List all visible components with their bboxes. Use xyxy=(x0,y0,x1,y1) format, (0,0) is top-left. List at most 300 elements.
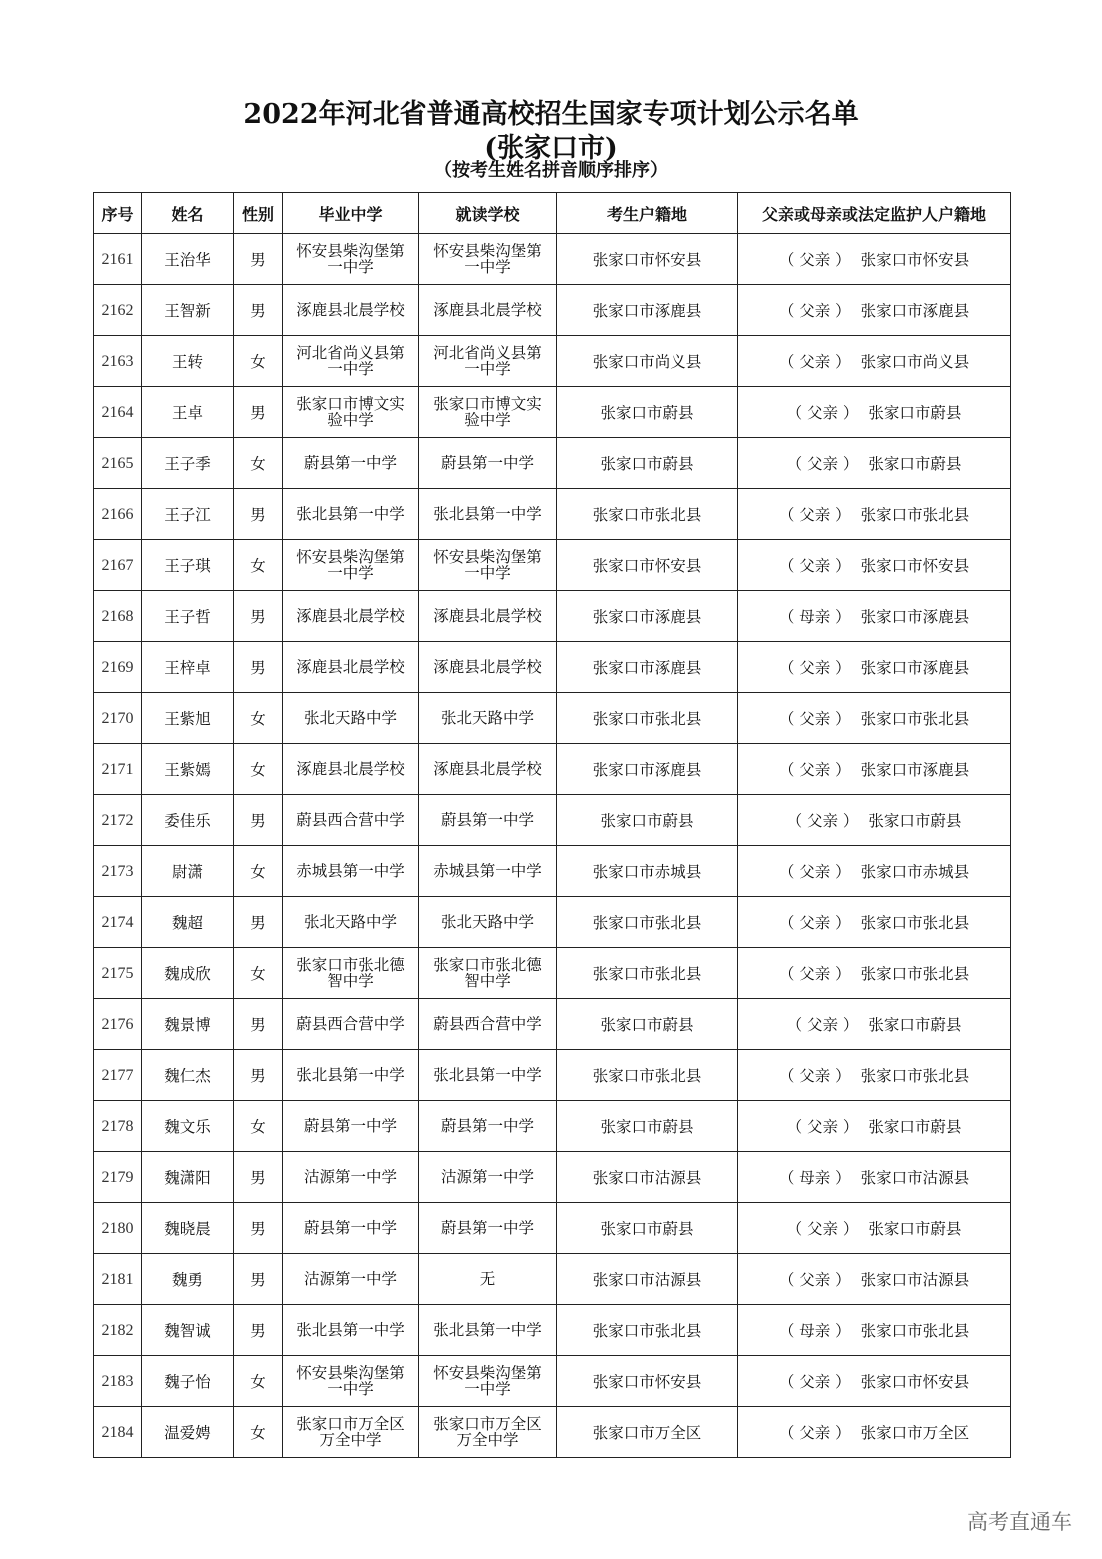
row-index: 2164 xyxy=(101,403,134,421)
row-index: 2165 xyxy=(101,454,134,472)
gender: 男 xyxy=(250,1322,266,1340)
graduated-school: 张北县第一中学 xyxy=(296,1066,405,1084)
guardian-relation: （ 父亲 ） xyxy=(778,659,851,677)
header-gender: 性别 xyxy=(234,193,283,234)
row-index: 2181 xyxy=(101,1270,134,1288)
guardian-hukou: 张家口市蔚县 xyxy=(868,404,962,422)
graduated-school: 蔚县第一中学 xyxy=(303,454,397,472)
student-name: 王子哲 xyxy=(164,608,211,626)
student-hukou: 张家口市张北县 xyxy=(592,710,702,728)
current-school-cell xyxy=(419,642,557,693)
student-hukou-cell xyxy=(557,1101,738,1152)
student-name: 魏子怡 xyxy=(164,1373,211,1391)
row-index-cell xyxy=(94,1407,142,1458)
gender-cell xyxy=(234,1407,283,1458)
header-index: 序号 xyxy=(94,193,142,234)
guardian-hukou: 张家口市涿鹿县 xyxy=(860,761,970,779)
guardian-hukou: 张家口市赤城县 xyxy=(860,863,970,881)
student-hukou: 张家口市蔚县 xyxy=(600,404,694,422)
table-row xyxy=(94,642,1011,693)
student-name-cell xyxy=(142,1407,234,1458)
row-index-cell xyxy=(94,948,142,999)
row-index-cell xyxy=(94,1050,142,1101)
gender: 女 xyxy=(250,761,266,779)
student-hukou: 张家口市怀安县 xyxy=(592,1373,702,1391)
guardian-hukou: 张家口市张北县 xyxy=(860,965,970,983)
student-name-cell xyxy=(142,1203,234,1254)
guardian-hukou-cell xyxy=(738,591,1011,642)
current-school-cell xyxy=(419,1050,557,1101)
guardian-hukou: 张家口市怀安县 xyxy=(860,1373,970,1391)
table-row xyxy=(94,387,1011,438)
guardian-hukou-cell xyxy=(738,642,1011,693)
guardian-hukou-cell xyxy=(738,999,1011,1050)
student-hukou: 张家口市沽源县 xyxy=(592,1169,702,1187)
student-name: 尉潇 xyxy=(171,863,203,881)
guardian-hukou: 张家口市沽源县 xyxy=(860,1169,970,1187)
guardian-hukou-cell xyxy=(738,1101,1011,1152)
student-name: 魏超 xyxy=(171,914,203,932)
row-index-cell xyxy=(94,438,142,489)
graduated-school: 蔚县第一中学 xyxy=(303,1219,397,1237)
current-school: 蔚县第一中学 xyxy=(440,1117,534,1135)
current-school-cell xyxy=(419,1152,557,1203)
graduated-school: 蔚县西合营中学 xyxy=(296,1015,405,1033)
student-name: 王子琪 xyxy=(164,557,211,575)
current-school: 蔚县第一中学 xyxy=(440,454,534,472)
row-index-cell xyxy=(94,795,142,846)
graduated-school: 涿鹿县北晨学校 xyxy=(296,760,405,778)
guardian-hukou-cell xyxy=(738,489,1011,540)
guardian-hukou-cell xyxy=(738,693,1011,744)
graduated-school-cell xyxy=(283,1305,419,1356)
guardian-hukou: 张家口市张北县 xyxy=(860,914,970,932)
current-school: 涿鹿县北晨学校 xyxy=(433,658,542,676)
graduated-school: 沽源第一中学 xyxy=(303,1168,397,1186)
row-index-cell xyxy=(94,234,142,285)
table-row xyxy=(94,285,1011,336)
header-graduated-school: 毕业中学 xyxy=(283,193,419,234)
guardian-hukou: 张家口市张北县 xyxy=(860,710,970,728)
current-school-cell xyxy=(419,489,557,540)
guardian-relation: （ 父亲 ） xyxy=(778,251,851,269)
graduated-school-cell xyxy=(283,744,419,795)
row-index-cell xyxy=(94,642,142,693)
current-school: 怀安县柴沟堡第一中学 xyxy=(433,547,542,582)
gender-cell xyxy=(234,438,283,489)
student-hukou: 张家口市蔚县 xyxy=(600,455,694,473)
guardian-hukou-cell xyxy=(738,948,1011,999)
gender-cell xyxy=(234,948,283,999)
table-row xyxy=(94,1356,1011,1407)
gender-cell xyxy=(234,999,283,1050)
student-name: 魏潇阳 xyxy=(164,1169,211,1187)
current-school: 涿鹿县北晨学校 xyxy=(433,607,542,625)
graduated-school-cell xyxy=(283,1101,419,1152)
student-hukou-cell xyxy=(557,336,738,387)
gender-cell xyxy=(234,591,283,642)
guardian-hukou-cell xyxy=(738,1152,1011,1203)
graduated-school-cell xyxy=(283,846,419,897)
student-hukou: 张家口市涿鹿县 xyxy=(592,659,702,677)
current-school: 张北天路中学 xyxy=(440,709,534,727)
student-hukou: 张家口市怀安县 xyxy=(592,251,702,269)
graduated-school-cell xyxy=(283,1254,419,1305)
guardian-hukou-cell xyxy=(738,1356,1011,1407)
guardian-hukou-cell xyxy=(738,1407,1011,1458)
guardian-relation: （ 父亲 ） xyxy=(778,965,851,983)
current-school-cell xyxy=(419,1203,557,1254)
current-school-cell xyxy=(419,693,557,744)
guardian-relation: （ 父亲 ） xyxy=(786,1016,859,1034)
table-row xyxy=(94,591,1011,642)
current-school: 无 xyxy=(479,1270,496,1288)
gender-cell xyxy=(234,693,283,744)
table-row xyxy=(94,744,1011,795)
table-row xyxy=(94,999,1011,1050)
current-school-cell xyxy=(419,1356,557,1407)
row-index: 2180 xyxy=(101,1219,134,1237)
guardian-hukou-cell xyxy=(738,1305,1011,1356)
current-school-cell xyxy=(419,1101,557,1152)
current-school: 涿鹿县北晨学校 xyxy=(433,760,542,778)
current-school: 蔚县西合营中学 xyxy=(433,1015,542,1033)
graduated-school-cell xyxy=(283,999,419,1050)
gender-cell xyxy=(234,1254,283,1305)
gender-cell xyxy=(234,1101,283,1152)
gender-cell xyxy=(234,1203,283,1254)
guardian-hukou-cell xyxy=(738,1254,1011,1305)
table-header-row xyxy=(94,193,1011,234)
student-name-cell xyxy=(142,285,234,336)
gender-cell xyxy=(234,285,283,336)
graduated-school-cell xyxy=(283,336,419,387)
guardian-hukou: 张家口市蔚县 xyxy=(868,812,962,830)
student-hukou: 张家口市张北县 xyxy=(592,1322,702,1340)
graduated-school-cell xyxy=(283,387,419,438)
graduated-school-cell xyxy=(283,795,419,846)
row-index: 2179 xyxy=(101,1168,134,1186)
graduated-school: 张家口市万全区万全中学 xyxy=(296,1414,405,1449)
student-hukou-cell xyxy=(557,693,738,744)
row-index: 2175 xyxy=(101,964,134,982)
student-name: 魏仁杰 xyxy=(164,1067,211,1085)
graduated-school: 张北县第一中学 xyxy=(296,505,405,523)
gender: 男 xyxy=(250,914,266,932)
row-index-cell xyxy=(94,999,142,1050)
student-name-cell xyxy=(142,591,234,642)
graduated-school: 赤城县第一中学 xyxy=(296,862,405,880)
current-school: 蔚县第一中学 xyxy=(440,811,534,829)
student-hukou-cell xyxy=(557,897,738,948)
student-hukou-cell xyxy=(557,438,738,489)
row-index-cell xyxy=(94,540,142,591)
row-index: 2172 xyxy=(101,811,134,829)
row-index: 2176 xyxy=(101,1015,134,1033)
gender: 女 xyxy=(250,710,266,728)
current-school-cell xyxy=(419,1305,557,1356)
guardian-relation: （ 父亲 ） xyxy=(786,455,859,473)
admission-list-table xyxy=(93,192,1011,1458)
current-school-cell xyxy=(419,438,557,489)
document-title: 2022年河北省普通高校招生国家专项计划公示名单 xyxy=(243,99,859,130)
graduated-school-cell xyxy=(283,1152,419,1203)
student-name-cell xyxy=(142,642,234,693)
guardian-relation: （ 父亲 ） xyxy=(786,812,859,830)
row-index: 2166 xyxy=(101,505,134,523)
guardian-hukou-cell xyxy=(738,744,1011,795)
student-hukou: 张家口市蔚县 xyxy=(600,812,694,830)
guardian-hukou: 张家口市怀安县 xyxy=(860,557,970,575)
graduated-school: 张北县第一中学 xyxy=(296,1321,405,1339)
graduated-school: 张北天路中学 xyxy=(303,913,397,931)
guardian-hukou: 张家口市蔚县 xyxy=(868,1118,962,1136)
table-row xyxy=(94,1101,1011,1152)
student-hukou-cell xyxy=(557,642,738,693)
graduated-school: 蔚县西合营中学 xyxy=(296,811,405,829)
student-hukou: 张家口市尚义县 xyxy=(592,353,702,371)
gender: 男 xyxy=(250,659,266,677)
graduated-school-cell xyxy=(283,489,419,540)
current-school-cell xyxy=(419,897,557,948)
guardian-hukou: 张家口市涿鹿县 xyxy=(860,608,970,626)
student-name-cell xyxy=(142,999,234,1050)
student-name-cell xyxy=(142,948,234,999)
graduated-school-cell xyxy=(283,1050,419,1101)
student-name: 王子江 xyxy=(164,506,211,524)
graduated-school-cell xyxy=(283,693,419,744)
graduated-school: 怀安县柴沟堡第一中学 xyxy=(296,1363,405,1398)
row-index-cell xyxy=(94,1101,142,1152)
student-hukou: 张家口市蔚县 xyxy=(600,1220,694,1238)
row-index-cell xyxy=(94,897,142,948)
student-hukou: 张家口市张北县 xyxy=(592,965,702,983)
table-row xyxy=(94,438,1011,489)
student-hukou-cell xyxy=(557,1203,738,1254)
student-name-cell xyxy=(142,744,234,795)
table-row xyxy=(94,540,1011,591)
student-hukou: 张家口市赤城县 xyxy=(592,863,702,881)
graduated-school-cell xyxy=(283,948,419,999)
student-name-cell xyxy=(142,693,234,744)
row-index-cell xyxy=(94,846,142,897)
student-name-cell xyxy=(142,846,234,897)
student-hukou-cell xyxy=(557,1305,738,1356)
gender-cell xyxy=(234,1152,283,1203)
guardian-relation: （ 母亲 ） xyxy=(778,1322,851,1340)
gender: 男 xyxy=(250,1067,266,1085)
gender-cell xyxy=(234,489,283,540)
gender: 女 xyxy=(250,1373,266,1391)
current-school-cell xyxy=(419,999,557,1050)
student-hukou-cell xyxy=(557,1050,738,1101)
student-name: 魏智诚 xyxy=(164,1322,211,1340)
gender: 女 xyxy=(250,1424,266,1442)
student-name-cell xyxy=(142,438,234,489)
row-index-cell xyxy=(94,591,142,642)
student-name: 魏晓晨 xyxy=(164,1220,211,1238)
guardian-relation: （ 父亲 ） xyxy=(778,710,851,728)
table-row xyxy=(94,1305,1011,1356)
student-hukou-cell xyxy=(557,795,738,846)
guardian-hukou: 张家口市尚义县 xyxy=(860,353,970,371)
student-hukou-cell xyxy=(557,744,738,795)
student-hukou: 张家口市蔚县 xyxy=(600,1118,694,1136)
graduated-school: 怀安县柴沟堡第一中学 xyxy=(296,547,405,582)
student-name: 王子季 xyxy=(164,455,211,473)
gender-cell xyxy=(234,1305,283,1356)
current-school-cell xyxy=(419,540,557,591)
row-index: 2184 xyxy=(101,1423,134,1441)
graduated-school-cell xyxy=(283,897,419,948)
student-name-cell xyxy=(142,1050,234,1101)
gender-cell xyxy=(234,1050,283,1101)
table-row xyxy=(94,234,1011,285)
row-index: 2173 xyxy=(101,862,134,880)
student-name: 魏景博 xyxy=(164,1016,211,1034)
row-index: 2174 xyxy=(101,913,134,931)
gender: 男 xyxy=(250,1271,266,1289)
gender: 女 xyxy=(250,1118,266,1136)
student-name-cell xyxy=(142,540,234,591)
current-school-cell xyxy=(419,591,557,642)
row-index-cell xyxy=(94,285,142,336)
student-name-cell xyxy=(142,489,234,540)
guardian-relation: （ 父亲 ） xyxy=(778,914,851,932)
row-index-cell xyxy=(94,1356,142,1407)
guardian-relation: （ 父亲 ） xyxy=(778,863,851,881)
guardian-relation: （ 父亲 ） xyxy=(778,1424,851,1442)
graduated-school-cell xyxy=(283,1356,419,1407)
student-name-cell xyxy=(142,1305,234,1356)
current-school-cell xyxy=(419,1407,557,1458)
header-current-school: 就读学校 xyxy=(419,193,557,234)
gender-cell xyxy=(234,897,283,948)
guardian-hukou: 张家口市沽源县 xyxy=(860,1271,970,1289)
table-row xyxy=(94,693,1011,744)
gender: 男 xyxy=(250,1016,266,1034)
guardian-hukou: 张家口市涿鹿县 xyxy=(860,302,970,320)
row-index: 2168 xyxy=(101,607,134,625)
row-index-cell xyxy=(94,1305,142,1356)
student-name-cell xyxy=(142,387,234,438)
current-school: 河北省尚义县第一中学 xyxy=(433,343,542,378)
guardian-hukou: 张家口市张北县 xyxy=(860,1322,970,1340)
current-school-cell xyxy=(419,1254,557,1305)
student-hukou: 张家口市万全区 xyxy=(592,1424,702,1442)
table-row xyxy=(94,336,1011,387)
current-school: 赤城县第一中学 xyxy=(433,862,542,880)
row-index: 2178 xyxy=(101,1117,134,1135)
student-name: 魏成欣 xyxy=(164,965,211,983)
gender: 男 xyxy=(250,608,266,626)
row-index: 2182 xyxy=(101,1321,134,1339)
graduated-school-cell xyxy=(283,285,419,336)
current-school: 张家口市万全区万全中学 xyxy=(433,1414,542,1449)
student-hukou-cell xyxy=(557,1356,738,1407)
guardian-relation: （ 父亲 ） xyxy=(778,1373,851,1391)
student-name-cell xyxy=(142,795,234,846)
student-hukou: 张家口市怀安县 xyxy=(592,557,702,575)
guardian-hukou-cell xyxy=(738,234,1011,285)
row-index: 2183 xyxy=(101,1372,134,1390)
watermark: 高考直通车 xyxy=(967,1510,1072,1534)
student-hukou-cell xyxy=(557,591,738,642)
document-subtitle: (张家口市) xyxy=(484,133,618,164)
table-row xyxy=(94,1254,1011,1305)
guardian-hukou-cell xyxy=(738,438,1011,489)
student-name: 委佳乐 xyxy=(164,812,211,830)
current-school: 张北县第一中学 xyxy=(433,505,542,523)
row-index-cell xyxy=(94,693,142,744)
graduated-school-cell xyxy=(283,1203,419,1254)
guardian-hukou: 张家口市怀安县 xyxy=(860,251,970,269)
guardian-hukou-cell xyxy=(738,897,1011,948)
row-index-cell xyxy=(94,1254,142,1305)
current-school-cell xyxy=(419,948,557,999)
guardian-relation: （ 父亲 ） xyxy=(778,302,851,320)
student-hukou: 张家口市张北县 xyxy=(592,1067,702,1085)
gender: 女 xyxy=(250,557,266,575)
current-school: 张家口市博文实验中学 xyxy=(433,394,542,429)
gender-cell xyxy=(234,336,283,387)
guardian-relation: （ 父亲 ） xyxy=(786,1220,859,1238)
current-school-cell xyxy=(419,846,557,897)
guardian-relation: （ 母亲 ） xyxy=(778,608,851,626)
student-name: 王紫旭 xyxy=(164,710,211,728)
guardian-hukou-cell xyxy=(738,1050,1011,1101)
student-hukou: 张家口市张北县 xyxy=(592,914,702,932)
guardian-relation: （ 父亲 ） xyxy=(786,404,859,422)
row-index-cell xyxy=(94,489,142,540)
graduated-school-cell xyxy=(283,642,419,693)
current-school: 涿鹿县北晨学校 xyxy=(433,301,542,319)
current-school: 张北县第一中学 xyxy=(433,1066,542,1084)
current-school: 张家口市张北德智中学 xyxy=(433,955,542,990)
current-school-cell xyxy=(419,795,557,846)
student-hukou-cell xyxy=(557,1407,738,1458)
graduated-school-cell xyxy=(283,540,419,591)
student-name: 王转 xyxy=(171,353,203,371)
student-name-cell xyxy=(142,234,234,285)
current-school: 怀安县柴沟堡第一中学 xyxy=(433,241,542,276)
graduated-school-cell xyxy=(283,438,419,489)
graduated-school: 涿鹿县北晨学校 xyxy=(296,607,405,625)
graduated-school: 怀安县柴沟堡第一中学 xyxy=(296,241,405,276)
student-name: 王治华 xyxy=(164,251,211,269)
gender: 男 xyxy=(250,1220,266,1238)
gender-cell xyxy=(234,846,283,897)
header-guardian-hukou: 父亲或母亲或法定监护人户籍地 xyxy=(738,193,1011,234)
graduated-school: 涿鹿县北晨学校 xyxy=(296,658,405,676)
table-row xyxy=(94,1407,1011,1458)
gender-cell xyxy=(234,744,283,795)
graduated-school: 沽源第一中学 xyxy=(303,1270,397,1288)
row-index-cell xyxy=(94,336,142,387)
row-index: 2167 xyxy=(101,556,134,574)
guardian-hukou-cell xyxy=(738,846,1011,897)
table-row xyxy=(94,1152,1011,1203)
current-school-cell xyxy=(419,744,557,795)
current-school: 怀安县柴沟堡第一中学 xyxy=(433,1363,542,1398)
student-hukou: 张家口市蔚县 xyxy=(600,1016,694,1034)
gender-cell xyxy=(234,795,283,846)
guardian-relation: （ 父亲 ） xyxy=(778,761,851,779)
guardian-hukou: 张家口市蔚县 xyxy=(868,1016,962,1034)
row-index: 2163 xyxy=(101,352,134,370)
gender: 女 xyxy=(250,455,266,473)
graduated-school-cell xyxy=(283,591,419,642)
